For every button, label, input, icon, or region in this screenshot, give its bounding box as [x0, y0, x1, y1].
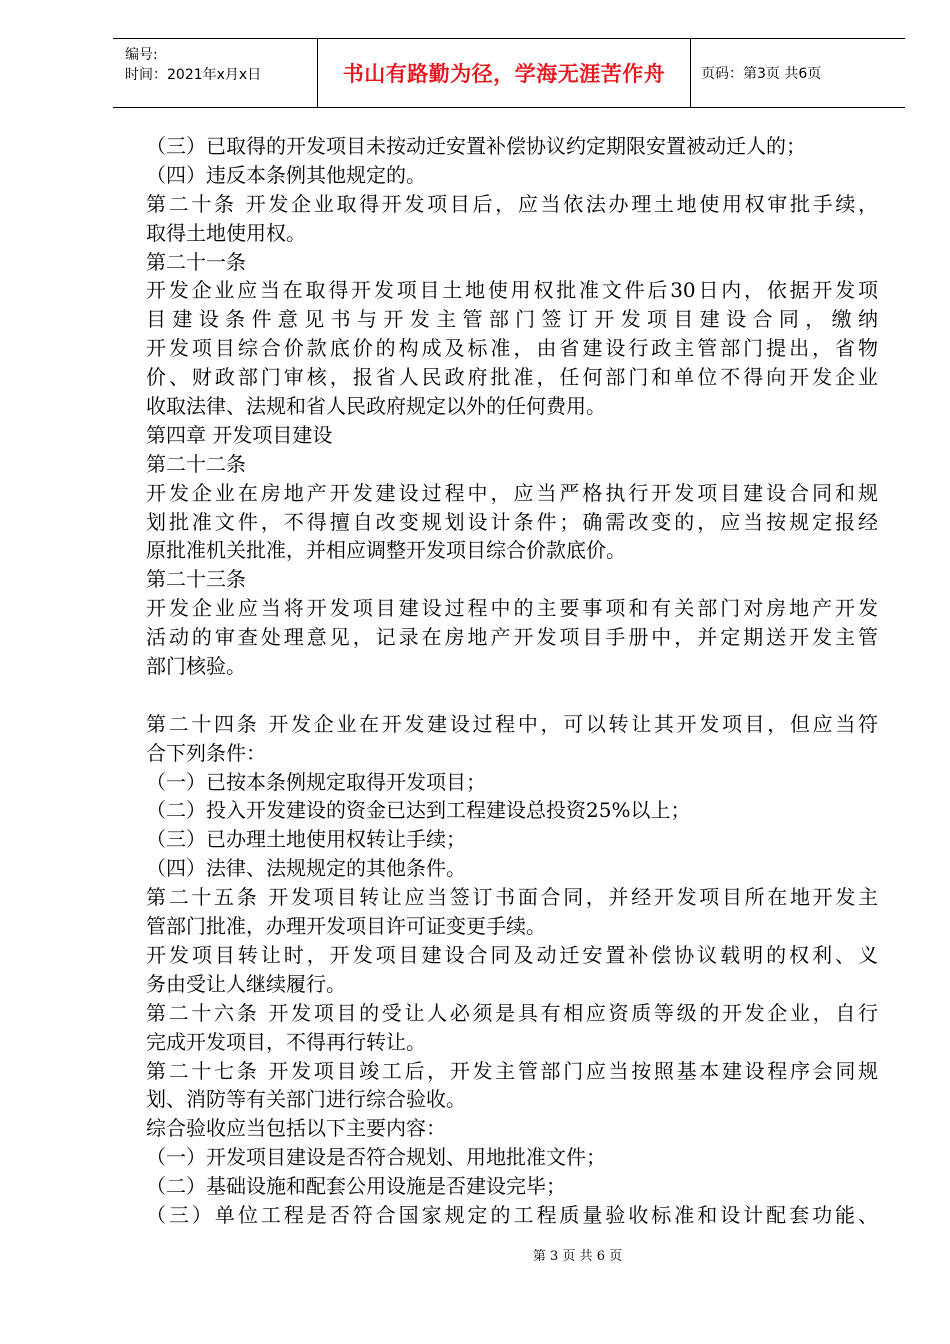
header-motto: 书山有路勤为径，学海无涯苦作舟: [318, 39, 691, 107]
text-line: 第四章 开发项目建设: [146, 422, 333, 447]
text-line: 收取法律、法规和省人民政府规定以外的任何费用。: [146, 394, 606, 419]
text-line: 第二十六条 开发项目的受让人必须是具有相应资质等级的开发企业，自行: [146, 1000, 878, 1025]
text-line: 开发企业应当在取得开发项目土地使用权批准文件后30日内，依据开发项: [146, 278, 878, 303]
text-line: （三）单位工程是否符合国家规定的工程质量验收标准和设计配套功能、: [146, 1202, 878, 1227]
text-line: 第二十一条: [146, 249, 246, 274]
text-line: （三）已办理土地使用权转让手续；: [146, 827, 466, 852]
text-line: 开发企业在房地产开发建设过程中，应当严格执行开发项目建设合同和规: [146, 480, 878, 505]
page-footer: 第 3 页 共 6 页: [532, 1249, 623, 1264]
text-line: 目建设条件意见书与开发主管部门签订开发项目建设合同，缴纳: [146, 307, 878, 332]
text-line: 第二十四条 开发企业在开发建设过程中，可以转让其开发项目，但应当符: [146, 711, 878, 736]
text-line: 开发项目综合价款底价的构成及标准，由省建设行政主管部门提出，省物: [146, 336, 878, 361]
text-line: 综合验收应当包括以下主要内容：: [146, 1116, 446, 1141]
text-line: （二）基础设施和配套公用设施是否建设完毕；: [146, 1174, 566, 1199]
text-line: （三）已取得的开发项目未按动迁安置补偿协议约定期限安置被动迁人的；: [146, 134, 806, 158]
text-line: 原批准机关批准，并相应调整开发项目综合价款底价。: [146, 538, 626, 563]
text-line: 管部门批准，办理开发项目许可证变更手续。: [146, 914, 546, 939]
document-number-label: 编号:: [125, 47, 158, 63]
text-line: （二）投入开发建设的资金已达到工程建设总投资25%以上；: [146, 798, 691, 823]
text-line: （四）法律、法规规定的其他条件。: [146, 856, 466, 881]
text-line: 开发项目转让时，开发项目建设合同及动迁安置补偿协议载明的权利、义: [146, 942, 878, 967]
text-line: 第二十条 开发企业取得开发项目后，应当依法办理土地使用权审批手续，: [146, 191, 878, 216]
text-line: （四）违反本条例其他规定的。: [146, 162, 426, 187]
text-line: （一）已按本条例规定取得开发项目；: [146, 769, 486, 794]
header-page-info: 页码：第3页 共6页: [701, 66, 822, 82]
text-line: 务由受让人继续履行。: [146, 971, 346, 996]
text-line: 开发企业应当将开发项目建设过程中的主要事项和有关部门对房地产开发: [146, 596, 878, 621]
text-line: 划、消防等有关部门进行综合验收。: [146, 1087, 466, 1112]
text-line: （一）开发项目建设是否符合规划、用地批准文件；: [146, 1145, 606, 1170]
text-line: 活动的审查处理意见，记录在房地产开发项目手册中，并定期送开发主管: [146, 625, 878, 650]
text-line: 第二十二条: [146, 451, 246, 476]
text-line: 第二十五条 开发项目转让应当签订书面合同，并经开发项目所在地开发主: [146, 885, 878, 910]
text-line: 完成开发项目，不得再行转让。: [146, 1029, 426, 1054]
document-time-label: 时间：2021年x月x日: [125, 67, 262, 83]
text-line: 第二十三条: [146, 567, 246, 592]
text-line: 价、财政部门审核，报省人民政府批准，任何部门和单位不得向开发企业: [146, 365, 878, 390]
text-line: 第二十七条 开发项目竣工后，开发主管部门应当按照基本建设程序会同规: [146, 1058, 878, 1083]
document-body: [146, 132, 878, 1230]
text-line: 取得土地使用权。: [146, 220, 306, 245]
header-table: [113, 38, 905, 108]
header-meta-cell: [113, 39, 318, 107]
text-line: 划批准文件，不得擅自改变规划设计条件；确需改变的，应当按规定报经: [146, 509, 878, 534]
text-line: 部门核验。: [146, 654, 246, 679]
text-line: 合下列条件：: [146, 740, 266, 765]
blank-line: [146, 681, 878, 710]
